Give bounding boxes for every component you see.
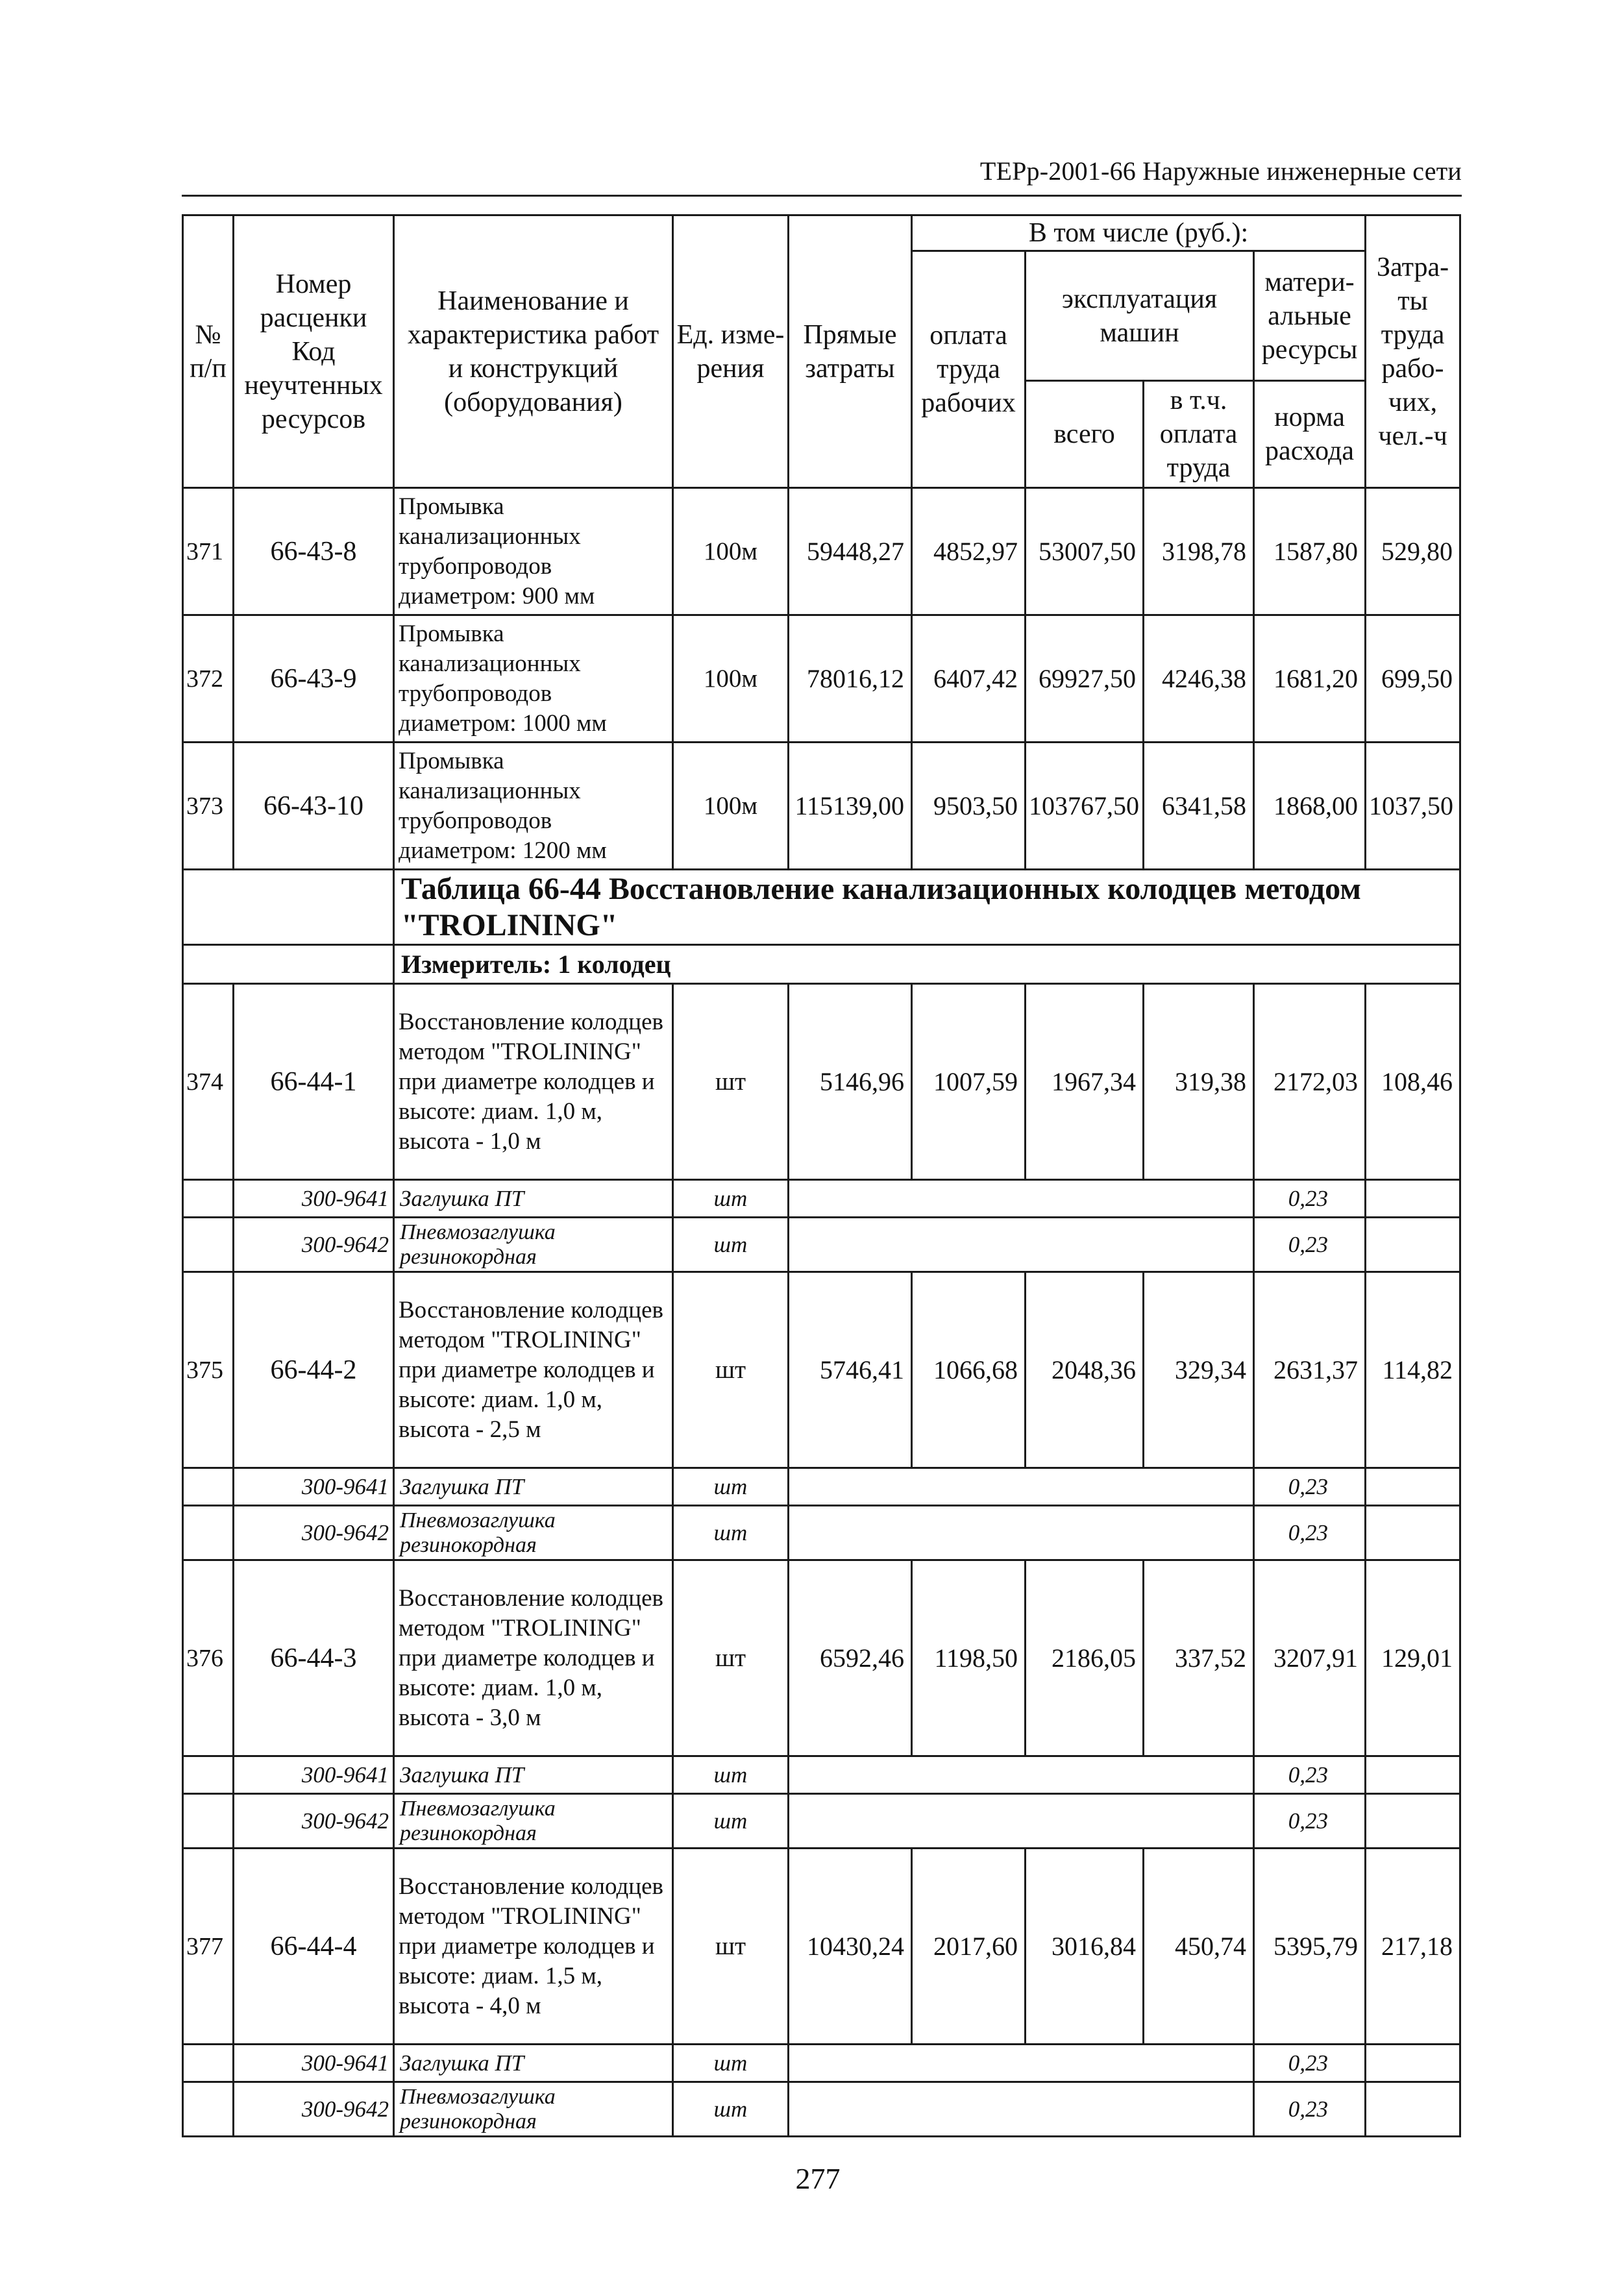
empty-cell	[1366, 1468, 1460, 1506]
empty-cell	[1366, 2082, 1460, 2137]
resource-code: 300-9641	[234, 1180, 394, 1218]
materials: 1681,20	[1254, 615, 1366, 743]
machines-labor: 4246,38	[1144, 615, 1254, 743]
rate-code: 66-44-1	[234, 984, 394, 1180]
col-header-num: № п/п	[183, 215, 234, 488]
machines-total: 2048,36	[1026, 1272, 1144, 1468]
direct-costs: 6592,46	[789, 1560, 912, 1756]
empty-cell	[1366, 1794, 1460, 1849]
resource-name: Пневмозаглушка резинокордная	[394, 1794, 673, 1849]
unit: шт	[673, 1849, 789, 2045]
empty-cell	[183, 2045, 234, 2082]
resource-name: Заглушка ПТ	[394, 1180, 673, 1218]
col-header-name: Наименование и характеристика работ и конструкций (оборудования)	[394, 215, 673, 488]
resource-name: Пневмозаглушка резинокордная	[394, 2082, 673, 2137]
resource-row	[183, 1794, 1460, 1849]
rates-table	[182, 214, 1461, 2137]
machines-total: 69927,50	[1026, 615, 1144, 743]
labor-cost: 108,46	[1366, 984, 1460, 1180]
resource-code: 300-9642	[234, 1218, 394, 1272]
rate-code: 66-43-10	[234, 743, 394, 870]
table-row	[183, 1560, 1460, 1756]
table-title: Таблица 66-44 Восстановление канализационных колодцев методом "TROLINING"	[394, 870, 1460, 945]
meter-row	[183, 945, 1460, 984]
labor-cost: 529,80	[1366, 488, 1460, 615]
labor-pay: 1007,59	[912, 984, 1026, 1180]
unit: 100м	[673, 488, 789, 615]
work-name: Промывка канализационных трубопроводов диаметром: 900 мм	[394, 488, 673, 615]
resource-unit: шт	[673, 1794, 789, 1849]
labor-pay: 6407,42	[912, 615, 1026, 743]
col-header-labor-cost: Затра- ты труда рабо- чих, чел.-ч	[1366, 215, 1460, 488]
machines-total: 2186,05	[1026, 1560, 1144, 1756]
materials: 2631,37	[1254, 1272, 1366, 1468]
work-name: Промывка канализационных трубопроводов диаметром: 1000 мм	[394, 615, 673, 743]
unit: шт	[673, 1272, 789, 1468]
resource-code: 300-9641	[234, 2045, 394, 2082]
unit: шт	[673, 1560, 789, 1756]
rate-code: 66-44-4	[234, 1849, 394, 2045]
col-header-norm: норма расхода	[1254, 381, 1366, 488]
rate-code: 66-44-2	[234, 1272, 394, 1468]
machines-total: 53007,50	[1026, 488, 1144, 615]
work-name: Восстановление колодцев методом "TROLINING" при диаметре колодцев и высоте: диам. 1,0 м, высота - 1,0 м	[394, 984, 673, 1180]
resource-unit: шт	[673, 1218, 789, 1272]
running-header-title: ТЕРр-2001-66 Наружные инженерные сети	[979, 156, 1462, 186]
col-header-labor-pay: оплата труда рабочих	[912, 251, 1026, 488]
direct-costs: 5146,96	[789, 984, 912, 1180]
row-num: 377	[183, 1849, 234, 2045]
empty-cell	[183, 1506, 234, 1560]
resource-name: Заглушка ПТ	[394, 1756, 673, 1794]
empty-cell	[789, 1794, 1254, 1849]
row-num: 376	[183, 1560, 234, 1756]
col-header-direct: Прямые затраты	[789, 215, 912, 488]
machines-labor: 329,34	[1144, 1272, 1254, 1468]
col-header-code: Номер расценки Код неучтенных ресурсов	[234, 215, 394, 488]
meter-label: Измеритель: 1 колодец	[394, 945, 1460, 984]
resource-row	[183, 1468, 1460, 1506]
empty-cell	[183, 2082, 234, 2137]
page-number: 277	[795, 2162, 841, 2195]
table-row	[183, 743, 1460, 870]
table-header-row	[183, 215, 1460, 251]
table-row	[183, 1849, 1460, 2045]
empty-cell	[789, 1756, 1254, 1794]
machines-total: 103767,50	[1026, 743, 1144, 870]
labor-cost: 699,50	[1366, 615, 1460, 743]
table-row	[183, 1272, 1460, 1468]
empty-cell	[789, 1180, 1254, 1218]
rate-code: 66-44-3	[234, 1560, 394, 1756]
materials: 1868,00	[1254, 743, 1366, 870]
table-section-title-row	[183, 870, 1460, 945]
empty-cell	[1366, 1180, 1460, 1218]
materials: 1587,80	[1254, 488, 1366, 615]
work-name: Восстановление колодцев методом "TROLINING" при диаметре колодцев и высоте: диам. 1,0 м, высота - 3,0 м	[394, 1560, 673, 1756]
col-header-machines: эксплуатация машин	[1026, 251, 1254, 381]
empty-cell	[183, 1756, 234, 1794]
machines-labor: 6341,58	[1144, 743, 1254, 870]
rate-code: 66-43-9	[234, 615, 394, 743]
machines-labor: 337,52	[1144, 1560, 1254, 1756]
resource-norm: 0,23	[1254, 1506, 1366, 1560]
direct-costs: 115139,00	[789, 743, 912, 870]
empty-cell	[1366, 1506, 1460, 1560]
materials: 5395,79	[1254, 1849, 1366, 2045]
resource-name: Заглушка ПТ	[394, 1468, 673, 1506]
empty-cell	[1366, 1756, 1460, 1794]
rate-code: 66-43-8	[234, 488, 394, 615]
resource-norm: 0,23	[1254, 1218, 1366, 1272]
empty-cell	[789, 2045, 1254, 2082]
col-header-unit: Ед. изме- рения	[673, 215, 789, 488]
labor-cost: 1037,50	[1366, 743, 1460, 870]
labor-cost: 114,82	[1366, 1272, 1460, 1468]
direct-costs: 5746,41	[789, 1272, 912, 1468]
labor-cost: 217,18	[1366, 1849, 1460, 2045]
row-num: 373	[183, 743, 234, 870]
col-header-including: В том числе (руб.):	[912, 215, 1366, 251]
resource-code: 300-9642	[234, 1794, 394, 1849]
col-header-machines-labor: в т.ч. оплата труда	[1144, 381, 1254, 488]
row-num: 375	[183, 1272, 234, 1468]
unit: шт	[673, 984, 789, 1180]
empty-cell	[789, 1218, 1254, 1272]
resource-norm: 0,23	[1254, 2082, 1366, 2137]
resource-row	[183, 1180, 1460, 1218]
resource-row	[183, 1506, 1460, 1560]
resource-unit: шт	[673, 1468, 789, 1506]
empty-cell	[1366, 2045, 1460, 2082]
materials: 3207,91	[1254, 1560, 1366, 1756]
resource-code: 300-9642	[234, 1506, 394, 1560]
col-header-materials: матери- альные ресурсы	[1254, 251, 1366, 381]
table-row	[183, 615, 1460, 743]
machines-total: 3016,84	[1026, 1849, 1144, 2045]
machines-labor: 319,38	[1144, 984, 1254, 1180]
table-row	[183, 488, 1460, 615]
labor-pay: 9503,50	[912, 743, 1026, 870]
resource-unit: шт	[673, 2045, 789, 2082]
resource-norm: 0,23	[1254, 1756, 1366, 1794]
materials: 2172,03	[1254, 984, 1366, 1180]
resource-row	[183, 1756, 1460, 1794]
direct-costs: 78016,12	[789, 615, 912, 743]
resource-unit: шт	[673, 1756, 789, 1794]
resource-row	[183, 2045, 1460, 2082]
empty-cell	[183, 870, 394, 945]
work-name: Восстановление колодцев методом "TROLINING" при диаметре колодцев и высоте: диам. 1,5 м, высота - 4,0 м	[394, 1849, 673, 2045]
empty-cell	[789, 1506, 1254, 1560]
resource-name: Заглушка ПТ	[394, 2045, 673, 2082]
empty-cell	[183, 945, 394, 984]
work-name: Восстановление колодцев методом "TROLINING" при диаметре колодцев и высоте: диам. 1,0 м, высота - 2,5 м	[394, 1272, 673, 1468]
resource-unit: шт	[673, 1506, 789, 1560]
direct-costs: 10430,24	[789, 1849, 912, 2045]
empty-cell	[183, 1218, 234, 1272]
row-num: 371	[183, 488, 234, 615]
empty-cell	[789, 1468, 1254, 1506]
resource-code: 300-9641	[234, 1468, 394, 1506]
resource-norm: 0,23	[1254, 1468, 1366, 1506]
table-row	[183, 984, 1460, 1180]
empty-cell	[183, 1468, 234, 1506]
resource-unit: шт	[673, 1180, 789, 1218]
row-num: 374	[183, 984, 234, 1180]
empty-cell	[183, 1180, 234, 1218]
labor-pay: 2017,60	[912, 1849, 1026, 2045]
resource-norm: 0,23	[1254, 2045, 1366, 2082]
direct-costs: 59448,27	[789, 488, 912, 615]
machines-total: 1967,34	[1026, 984, 1144, 1180]
resource-row	[183, 1218, 1460, 1272]
empty-cell	[789, 2082, 1254, 2137]
resource-norm: 0,23	[1254, 1794, 1366, 1849]
row-num: 372	[183, 615, 234, 743]
work-name: Промывка канализационных трубопроводов диаметром: 1200 мм	[394, 743, 673, 870]
resource-row	[183, 2082, 1460, 2137]
empty-cell	[183, 1794, 234, 1849]
resource-code: 300-9641	[234, 1756, 394, 1794]
machines-labor: 3198,78	[1144, 488, 1254, 615]
resource-norm: 0,23	[1254, 1180, 1366, 1218]
labor-pay: 4852,97	[912, 488, 1026, 615]
labor-pay: 1198,50	[912, 1560, 1026, 1756]
resource-name: Пневмозаглушка резинокордная	[394, 1218, 673, 1272]
running-header	[182, 154, 1462, 197]
unit: 100м	[673, 743, 789, 870]
resource-name: Пневмозаглушка резинокордная	[394, 1506, 673, 1560]
labor-pay: 1066,68	[912, 1272, 1026, 1468]
unit: 100м	[673, 615, 789, 743]
empty-cell	[1366, 1218, 1460, 1272]
resource-code: 300-9642	[234, 2082, 394, 2137]
resource-unit: шт	[673, 2082, 789, 2137]
labor-cost: 129,01	[1366, 1560, 1460, 1756]
col-header-machines-total: всего	[1026, 381, 1144, 488]
machines-labor: 450,74	[1144, 1849, 1254, 2045]
